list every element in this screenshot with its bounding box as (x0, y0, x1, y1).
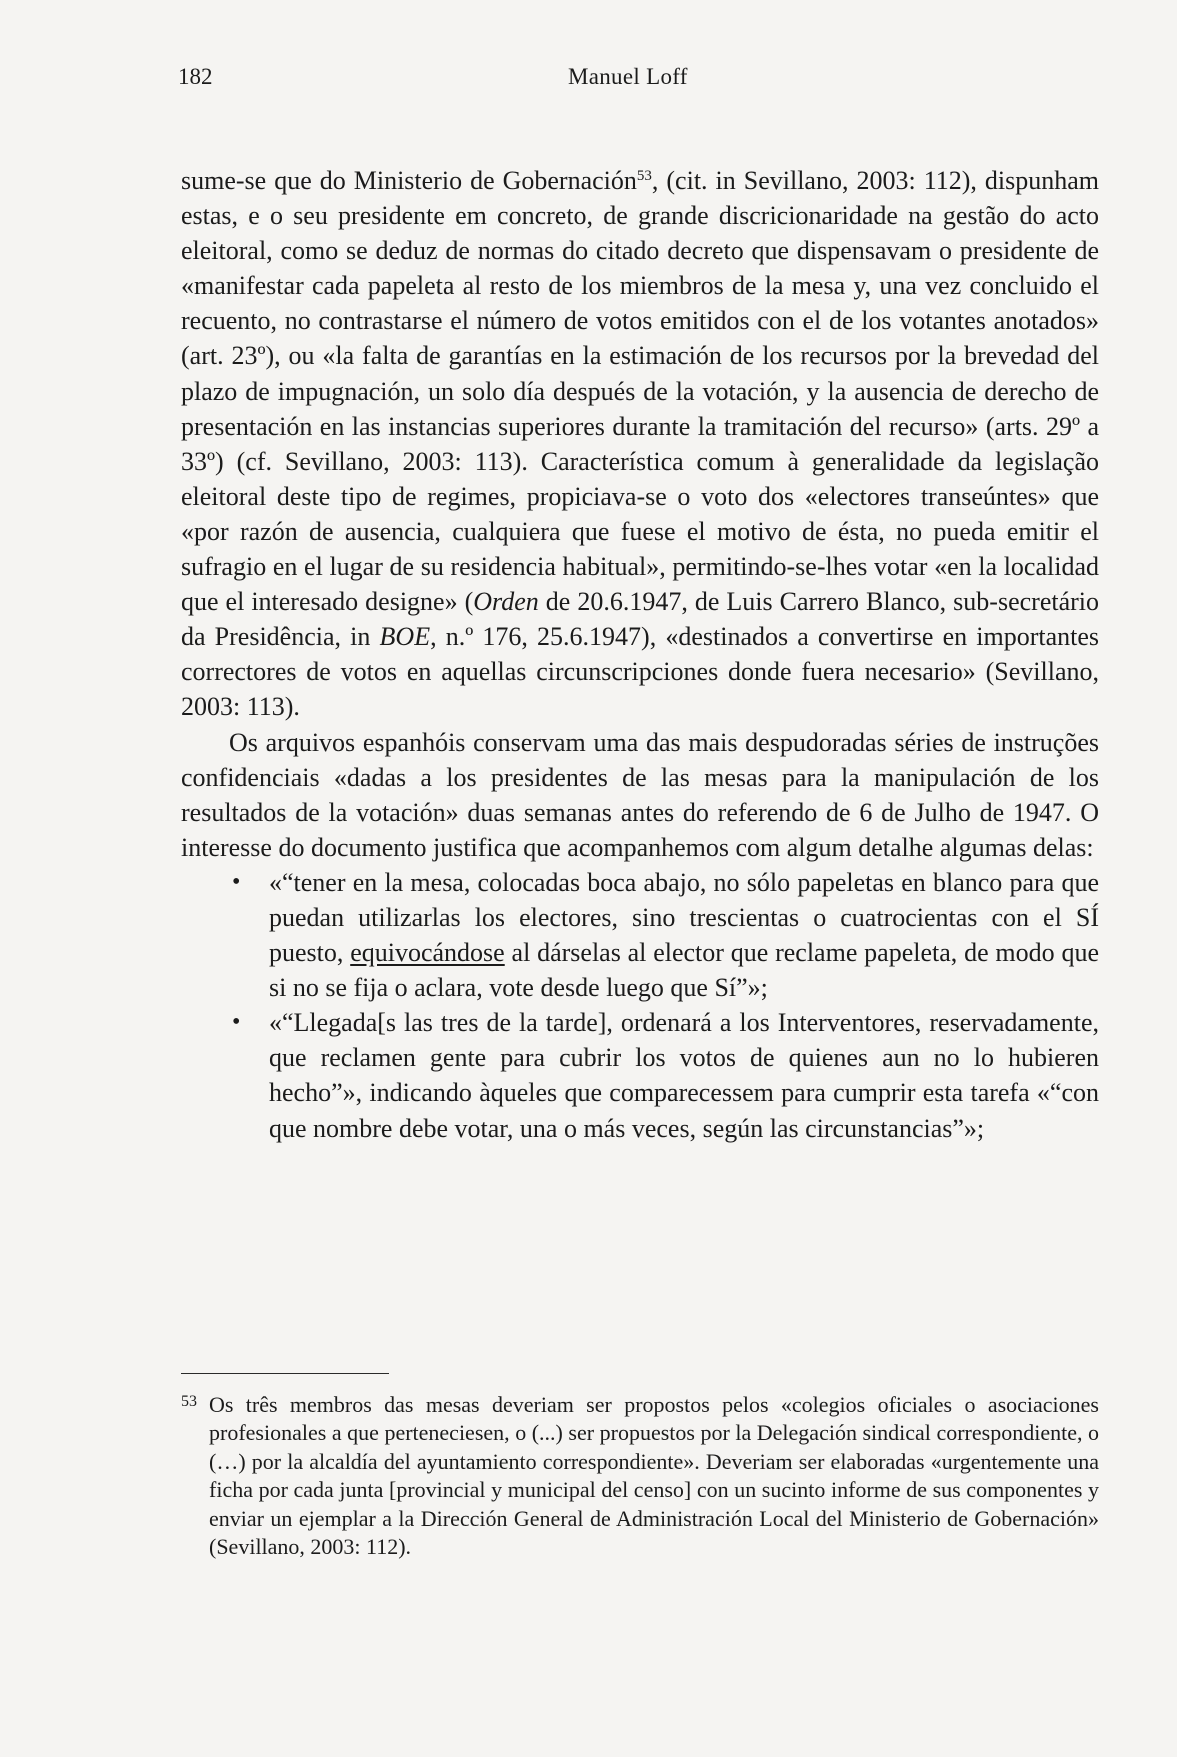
footnote-text: Os três membros das mesas deveriam ser propostos pelos «colegios oficiales o asociaciones profesionales a que perteneciesen, o (...) ser propuestos por la Delegación sindical correspondiente, o (…) por la alcaldía del ayuntamiento correspondiente». Deveriam ser elaboradas «urgentemente una ficha por cada junta [provincial y municipal del censo] con un sucinto informe de sus componentes y enviar un ejemplar a la Dirección General de Administración Local del Ministerio de Gobernación» (Sevillano, 2003: 112). (209, 1392, 1099, 1560)
page-header (178, 64, 1098, 98)
footnote-ref-53: 53 (636, 168, 652, 184)
paragraph-1-text-c: de 20.6.1947, de Luis Carrero Blanco, sub-secretário da Presidência, in (181, 587, 1099, 652)
running-head: Manuel Loff (568, 64, 688, 89)
paragraph-1-text-b: , (cit. in Sevillano, 2003: 112), dispunham estas, e o seu presidente em concreto, de grande discricionaridade na gestão do acto eleitoral, como se deduz de normas do citado decreto que dispensavam o presidente de «manifestar cada papeleta al resto de los miembros de la mesa y, una vez concluido el recuento, no contrastarse el número de votos emitidos con el de los votantes anotados» (art. 23º), ou «la falta de garantías en la estimación de los recursos por la brevedad del plazo de impugnación, un solo día después de la votación, y la ausencia de derecho de presentación en las instancias superiores durante la tramitación del recurso» (arts. 29º a 33º) (cf. Sevillano, 2003: 113). Característica comum à generalidade da legislação eleitoral deste tipo de regimes, propiciava-se o voto dos «electores transeúntes» que «por razón de ausencia, cualquiera que fuese el motivo de ésta, no pueda emitir el sufragio en el lugar de su residencia habitual», permitindo-se-lhes votar «en la localidad que el interesado designe» ( (181, 166, 1099, 617)
footnote-rule (181, 1373, 389, 1374)
bullet-2-text: «“Llegada[s las tres de la tarde], ordenará a los Interventores, reservadamente, que reclamen gente para cubrir los votos de quienes aun no lo hubieren hecho”», indicando àqueles que comparecessem para cumprir esta tarefa «“con que nombre debe votar, una o más veces, según las circunstancias”»; (269, 1008, 1099, 1143)
bullet-dot-icon: • (232, 868, 241, 895)
bullet-1-text-a: «“tener en la mesa, colocadas boca abajo, no sólo papeletas en blanco para que puedan utilizarlas los electores, sino trescientas o cuatrocientas con el SÍ puesto, (269, 867, 1099, 968)
paragraph-2: Os arquivos espanhóis conservam uma das mais despudoradas séries de instruções confidenciais «dadas a los presidentes de las mesas para la manipulación de los resultados de la votación» duas semanas antes do referendo de 6 de Julho de 1947. O interesse do documento justifica que acompanhemos com algum detalhe algumas delas: (181, 727, 1099, 862)
footnotes (181, 1391, 1099, 1561)
footnote-mark: 53 (181, 1393, 197, 1410)
bullet-dot-icon: • (232, 1009, 241, 1036)
paragraph-1 (181, 163, 1099, 725)
bullet-item-1 (181, 865, 1099, 1005)
footnote-53 (181, 1391, 1099, 1561)
bullet-1-text-b: al dárselas al elector que reclame papeleta, de modo que si no se fija o aclara, vote desde luego que Sí”»; (269, 938, 1099, 1003)
bullet-1-underlined: equivocándose (350, 938, 505, 968)
main-text (181, 163, 1099, 1146)
bullet-list (181, 865, 1099, 1146)
paragraph-1-italic-boe: BOE (379, 622, 431, 652)
page-number: 182 (178, 64, 213, 89)
paragraph-1-text-a: sume-se que do Ministerio de Gobernación (181, 166, 637, 195)
bullet-item-2 (181, 1005, 1099, 1145)
paragraph-1-text-d: , n.º 176, 25.6.1947), «destinados a convertirse en importantes correctores de votos en aquellas circunscripciones donde fuera necesario» (Sevillano, 2003: 113). (181, 622, 1099, 722)
paragraph-1-italic-orden: Orden (473, 587, 539, 617)
